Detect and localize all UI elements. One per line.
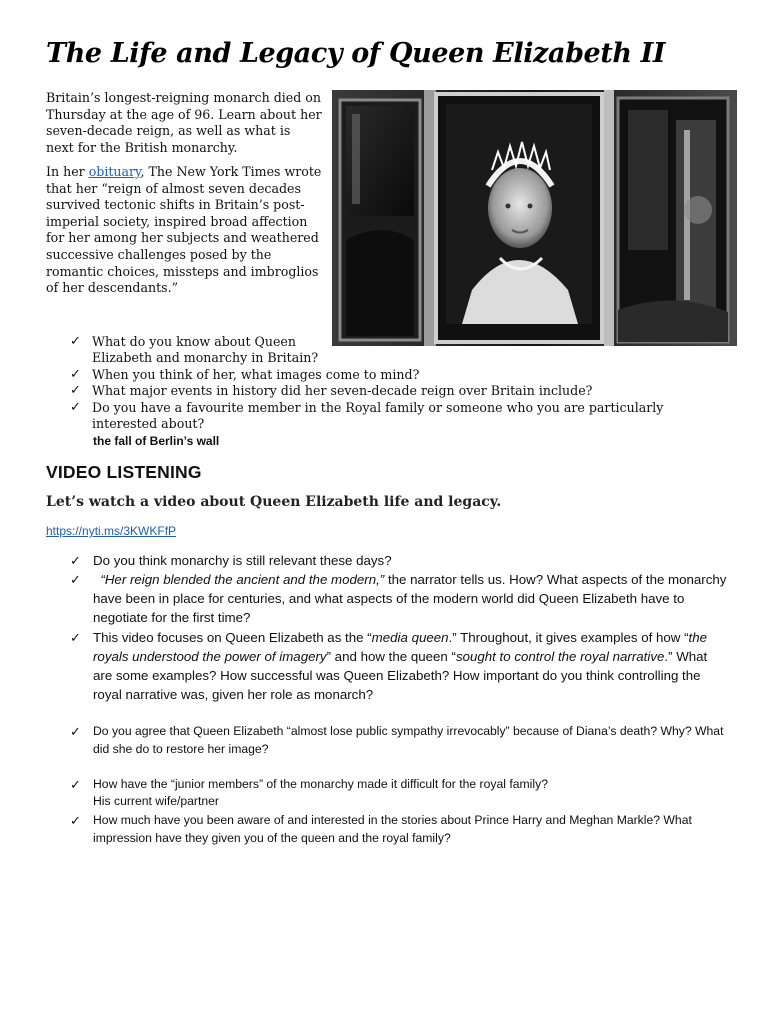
question-text: How much have you been aware of and interested in the stories about Prince Harry and Meghan Markle? What impression have they given you of the queen and the royal family?	[93, 813, 692, 845]
question-text: What major events in history did her seven-decade reign over Britain include?	[92, 383, 593, 399]
question-text: Do you think monarchy is still relevant these days?	[93, 553, 392, 568]
checkmark-icon: ✓	[70, 724, 81, 739]
obituary-quote: , The New York Times wrote that her “reign of almost seven decades survived tectonic shifts in Britain’s post-imperial society, inspired broad affection for her among her subjects and weathered successive challenges posed by the romantic choices, missteps and imbroglios of her descendants.”	[46, 164, 322, 296]
checkmark-icon: ✓	[70, 366, 81, 382]
video-question-3	[70, 628, 730, 704]
discussion-question-list	[70, 334, 730, 432]
video-question-4	[70, 723, 730, 758]
checkmark-icon: ✓	[70, 813, 81, 828]
q3-part: This video focuses on Queen Elizabeth as the “	[93, 630, 372, 645]
q3-part: .” What are some examples? How successful was Queen Elizabeth? How important do you think controlling the royal narrative was, given her role as monarch?	[93, 649, 708, 702]
page-title: The Life and Legacy of Queen Elizabeth II	[46, 38, 666, 69]
question-text: Do you agree that Queen Elizabeth “almost lose public sympathy irrevocably” because of Diana’s death? Why? What did she do to restore her image?	[93, 724, 724, 756]
video-intro: Let’s watch a video about Queen Elizabeth life and legacy.	[46, 494, 502, 510]
checkmark-icon: ✓	[70, 399, 81, 415]
list-item	[70, 366, 730, 383]
video-question-2	[70, 570, 730, 627]
question-text	[93, 570, 730, 627]
checkmark-icon: ✓	[70, 383, 81, 399]
obituary-lead: In her	[46, 164, 89, 179]
video-section-heading: VIDEO LISTENING	[46, 462, 202, 482]
video-question-1	[70, 551, 730, 570]
queen-carriage-photo	[332, 90, 737, 346]
question-text: When you think of her, what images come to mind?	[92, 366, 420, 382]
q3-italic: media queen	[371, 630, 449, 645]
question-rest: the narrator tells us. How? What aspects of the monarchy have been in place for centuries, and what aspects of the modern world did Queen Elizabeth have to negotiate for the first time?	[93, 572, 727, 625]
checkmark-icon: ✓	[70, 334, 81, 349]
intro-paragraph: Britain’s longest-reigning monarch died on Thursday at the age of 96. Learn about her seven-decade reign, as well as what is next for the British monarchy.	[46, 90, 322, 155]
q3-italic: sought to control the royal narrative	[455, 649, 665, 664]
checkmark-icon: ✓	[70, 553, 81, 568]
list-item	[70, 334, 730, 367]
q3-part: ” and how the queen “	[326, 649, 456, 664]
question-text: Do you have a favourite member in the Royal family or someone who you are particularly interested about?	[92, 399, 664, 432]
checkmark-icon: ✓	[70, 630, 81, 645]
question-text: What do you know about Queen Elizabeth and monarchy in Britain?	[92, 334, 319, 366]
q3-italic: the royals understood the power of imagery	[93, 630, 708, 664]
q3-part: .” Throughout, it gives examples of how “	[448, 630, 689, 645]
student-answer-1: the fall of Berlin’s wall	[93, 434, 220, 448]
list-item	[70, 399, 730, 433]
question-text	[93, 628, 730, 704]
narrator-quote: “Her reign blended the ancient and the modern,”	[100, 572, 385, 587]
video-question-5	[70, 776, 730, 794]
video-link[interactable]: https://nyti.ms/3KWKFfP	[46, 524, 177, 538]
checkmark-icon: ✓	[70, 777, 81, 792]
photo-illustration	[332, 90, 737, 346]
obituary-paragraph	[46, 164, 322, 297]
checkmark-icon: ✓	[70, 572, 81, 587]
obituary-link[interactable]: obituary	[88, 164, 141, 179]
student-answer-2: His current wife/partner	[93, 794, 219, 808]
list-item	[70, 383, 730, 399]
question-text: How have the “junior members” of the monarchy made it difficult for the royal family?	[93, 777, 548, 791]
video-question-6	[70, 812, 730, 847]
